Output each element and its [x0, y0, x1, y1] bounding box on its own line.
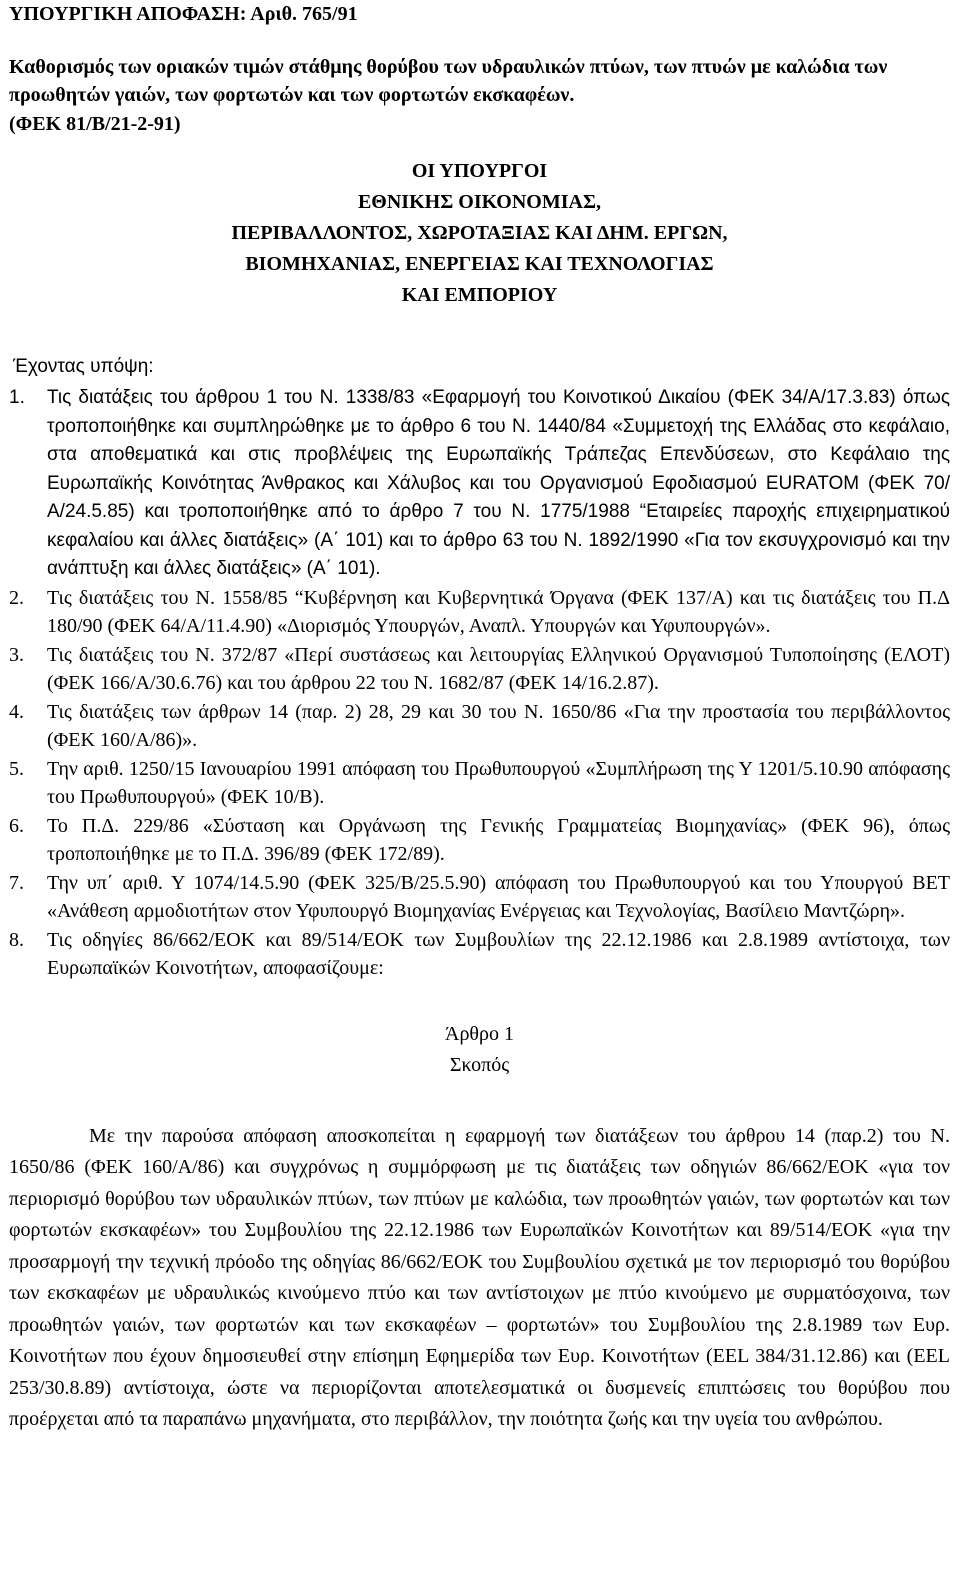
recital-item	[9, 755, 950, 812]
recital-text: Την αριθ. 1250/15 Ιανουαρίου 1991 απόφαση του Πρωθυπουργού «Συμπλήρωση της Υ 1201/5.10.90 απόφασης του Πρωθυπουργού» (ΦΕΚ 10/Β).	[47, 757, 950, 808]
recital-number: 5.	[9, 757, 24, 780]
recitals-list	[9, 384, 950, 983]
article-number: Άρθρο 1	[445, 1022, 514, 1045]
recital-number: 8.	[9, 928, 24, 951]
recital-item	[9, 698, 950, 755]
recital-number: 1.	[9, 387, 25, 408]
recital-text: Το Π.Δ. 229/86 «Σύσταση και Οργάνωση της Γενικής Γραμματείας Βιομηχανίας» (ΦΕΚ 96), όπως τροποποιήθηκε με το Π.Δ. 396/89 (ΦΕΚ 172/89).	[47, 814, 950, 865]
authority-line: ΟΙ ΥΠΟΥΡΓΟΙ	[411, 160, 548, 182]
recital-number: 4.	[9, 700, 24, 723]
recital-item	[9, 926, 950, 983]
authority-line: ΒΙΟΜΗΧΑΝΙΑΣ, ΕΝΕΡΓΕΙΑΣ ΚΑΙ ΤΕΧΝΟΛΟΓΙΑΣ	[245, 253, 714, 275]
recital-item	[9, 641, 950, 698]
recital-text: Τις διατάξεις των άρθρων 14 (παρ. 2) 28, 29 και 30 του Ν. 1650/86 «Για την προστασία του περιβάλλοντος (ΦΕΚ 160/Α/86)».	[47, 700, 950, 751]
authority-line: ΕΘΝΙΚΗΣ ΟΙΚΟΝΟΜΙΑΣ,	[357, 191, 602, 213]
article-body: Με την παρούσα απόφαση αποσκοπείται η εφαρμογή των διατάξεων του άρθρου 14 (παρ.2) του Ν. 1650/86 (ΦΕΚ 160/Α/86) και συγχρόνως η συμμόρφωση με τις διατάξεις των οδηγιών 86/662/ΕΟΚ «για τον περιορισμό θορύβου των υδραυλικών πτύων, των πτύων με καλώδια, των προωθητών γαιών, των φορτωτών και των φορτωτών εκσκαφέων» του Συμβουλίου της 22.12.1986 των Ευρωπαϊκών Κοινοτήτων και 89/514/ΕΟΚ «για την προσαρμογή την τεχνική πρόοδο της οδηγίας 86/662/ΕΟΚ του Συμβουλίου σχετικά με τον περιορισμό του θορύβου των εκσκαφέων με υδραυλικώς κινούμενο πτύο και των αντίστοιχων με πτύο κινούμενο με συρματόσχοινα, των προωθητών γαιών, των φορτωτών και των εκσκαφέων – φορτωτών» του Συμβουλίου της 2.8.1989 των Ευρ. Κοινοτήτων που έχουν δημοσιευθεί στην επίσημη Εφημερίδα των Ευρ. Κοινοτήτων (EEL 384/31.12.86) και (EEL 253/30.8.89) αντίστοιχα, ώστε να περιορίζονται αποτελεσματικά οι δυσμενείς επιπτώσεις του θορύβου που προέρχεται από τα παραπάνω μηχανήματα, στο περιβάλλον, την ποιότητα ζωής και την υγεία του ανθρώπου.	[9, 1124, 950, 1430]
decision-subtitle: Καθορισμός των οριακών τιμών στάθμης θορύβου των υδραυλικών πτύων, των πτυών με καλώδια των προωθητών γαιών, των φορτωτών και των φορτωτών εκσκαφέων.	[9, 55, 888, 106]
issuing-authority	[9, 156, 950, 311]
recital-number: 2.	[9, 586, 24, 609]
recitals-title: Έχοντας υπόψη:	[13, 356, 154, 377]
recital-text: Τις διατάξεις του άρθρου 1 του Ν. 1338/83 «Εφαρμογή του Κοινοτικού Δικαίου (ΦΕΚ 34/Α/17.3.83) όπως τροποποιήθηκε και συμπληρώθηκε με το άρθρο 6 του Ν. 1440/84 «Συμμετοχή της Ελλάδας στο κεφάλαιο, στα αποθεματικά και στις προβλέψεις της Ευρωπαϊκής Τράπεζας Επενδύσεων, στο Κεφάλαιο της Ευρωπαϊκής Κοινότητας Άνθρακος και Χάλυβος και του Οργανισμού Εφοδιασμού EURATOM (ΦΕΚ 70/Α/24.5.85) και τροποποιήθηκε από το άρθρο 7 του Ν. 1775/1988 “Εταιρείες παροχής επιχειρηματικού κεφαλαίου και άλλες διατάξεις» (Α΄ 101) και το άρθρο 63 του Ν. 1892/1990 «Για τον εκσυγχρονισμό και την ανάπτυξη και άλλες διατάξεις» (Α΄ 101).	[47, 387, 950, 579]
recital-number: 7.	[9, 871, 24, 894]
recital-item	[9, 584, 950, 641]
recital-text: Τις οδηγίες 86/662/ΕΟΚ και 89/514/ΕΟΚ των Συμβουλίων της 22.12.1986 και 2.8.1989 αντίστοιχα, των Ευρωπαϊκών Κοινοτήτων, αποφασίζουμε:	[47, 928, 950, 979]
recital-item	[9, 384, 950, 584]
article-header	[9, 1019, 950, 1081]
recital-item	[9, 812, 950, 869]
authority-line: ΠΕΡΙΒΑΛΛΟΝΤΟΣ, ΧΩΡΟΤΑΞΙΑΣ ΚΑΙ ΔΗΜ. ΕΡΓΩΝ,	[231, 222, 728, 244]
fek-reference: (ΦΕΚ 81/Β/21-2-91)	[9, 112, 181, 135]
recital-text: Την υπ΄ αριθ. Υ 1074/14.5.90 (ΦΕΚ 325/Β/25.5.90) απόφαση του Πρωθυπουργού και του Υπουργού ΒΕΤ «Ανάθεση αρμοδιοτήτων στον Υφυπουργό Βιομηχανίας Ενέργειας και Τεχνολογίας, Βασίλειο Μαντζώρη».	[47, 871, 950, 922]
recital-item	[9, 869, 950, 926]
recital-text: Τις διατάξεις του Ν. 372/87 «Περί συστάσεως και λειτουργίας Ελληνικού Οργανισμού Τυποποίησης (ΕΛΟΤ) (ΦΕΚ 166/Α/30.6.76) και του άρθρου 22 του Ν. 1682/87 (ΦΕΚ 14/16.2.87).	[47, 643, 950, 694]
decision-heading: ΥΠΟΥΡΓΙΚΗ ΑΠΟΦΑΣΗ: Αριθ. 765/91	[9, 3, 358, 25]
article-title: Σκοπός	[449, 1053, 510, 1076]
recital-text: Τις διατάξεις του Ν. 1558/85 “Κυβέρνηση και Κυβερνητικά Όργανα (ΦΕΚ 137/Α) και τις διατάξεις του Π.Δ 180/90 (ΦΕΚ 64/Α/11.4.90) «Διορισμός Υπουργών, Αναπλ. Υπουργών και Υφυπουργών».	[47, 586, 950, 637]
recital-number: 3.	[9, 643, 24, 666]
authority-line: ΚΑΙ ΕΜΠΟΡΙΟΥ	[401, 284, 558, 306]
recital-number: 6.	[9, 814, 24, 837]
